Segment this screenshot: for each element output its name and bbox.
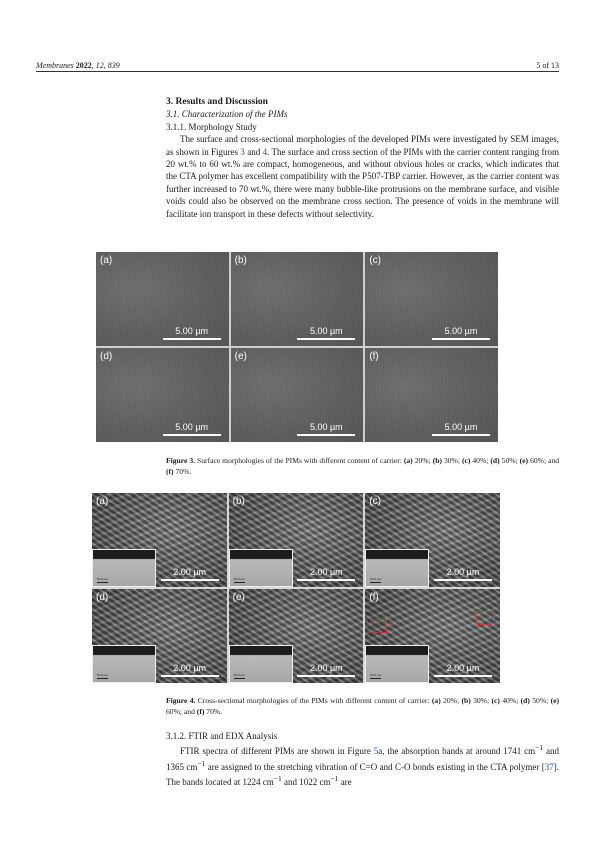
scale-bar-line xyxy=(161,579,219,581)
scale-bar xyxy=(163,326,221,340)
scale-bar xyxy=(297,422,355,436)
caption-panel-letter: (a) xyxy=(431,696,441,705)
scale-bar xyxy=(161,663,219,677)
caption-panel-value: 20%; xyxy=(440,696,462,705)
scale-bar xyxy=(432,326,490,340)
journal-volume: , 12, 839 xyxy=(91,61,120,70)
scale-bar-label: 2.00 µm xyxy=(309,567,343,577)
scale-bar-label: 2.00 µm xyxy=(309,663,343,673)
panel-label: (c) xyxy=(369,496,381,507)
caption-panel-value: 70%. xyxy=(173,467,192,476)
panel-label: (f) xyxy=(369,351,379,362)
void-marker xyxy=(371,619,387,633)
sem-panel xyxy=(92,589,227,683)
inset-image xyxy=(229,549,293,587)
caption-text: Cross-sectional morphologies of the PIMs with different content of carrier: xyxy=(195,696,432,705)
ftir-section xyxy=(166,730,559,789)
caption-panel-value: 50%; xyxy=(529,696,551,705)
sem-panel xyxy=(229,493,364,587)
journal-citation xyxy=(36,61,120,70)
scale-bar-line xyxy=(434,579,492,581)
scale-bar xyxy=(163,422,221,436)
figure-3-image xyxy=(96,252,498,442)
scale-bar-line xyxy=(432,434,490,436)
inset-image xyxy=(92,549,156,587)
sem-panel xyxy=(365,348,498,442)
caption-panel-letter: (d) xyxy=(490,456,500,465)
inset-image xyxy=(229,645,293,683)
scale-bar xyxy=(297,326,355,340)
panel-label: (d) xyxy=(96,592,109,603)
inset-scale-label: 50.0 µm xyxy=(233,673,245,677)
caption-text: Surface morphologies of the PIMs with different content of carrier: xyxy=(195,456,404,465)
sem-panel xyxy=(365,252,498,346)
inset-image xyxy=(365,645,429,683)
inset-image xyxy=(365,549,429,587)
sem-panel xyxy=(365,493,500,587)
scale-bar-label: 5.00 µm xyxy=(444,326,478,336)
sem-panel xyxy=(365,589,500,683)
header-rule xyxy=(36,71,559,72)
caption-panel-letter: (f) xyxy=(196,707,205,716)
scale-bar-line xyxy=(297,338,355,340)
scale-bar-line xyxy=(434,675,492,677)
scale-bar-label: 2.00 µm xyxy=(173,567,206,577)
sem-panel xyxy=(229,589,364,683)
caption-panel-letter: (d) xyxy=(520,696,530,705)
sem-panel xyxy=(231,252,364,346)
caption-panel-value: 40%; xyxy=(470,456,491,465)
panel-label: (e) xyxy=(232,592,245,603)
panel-label: (a) xyxy=(96,496,109,507)
caption-panel-letter: (e) xyxy=(550,696,560,705)
scale-bar-line xyxy=(297,434,355,436)
ftir-paragraph: FTIR spectra of different PIMs are shown in Figure 5a, the absorption bands at around 1741 $cm^{-1}$ and 1365 $cm^{-1}$ are assigned to the stretching vibration of C=O and C-O bonds existing in the CTA polymer [37]. The bands located at 1224 $cm^{-1}$ and 1022 $cm^{-1}$ are xyxy=(166,743,560,788)
inset-scale-label: 50.0 µm xyxy=(233,577,245,581)
caption-panel-letter: (b) xyxy=(461,696,471,705)
subsubsection-heading-ftir: 3.1.2. FTIR and EDX Analysis xyxy=(166,731,278,741)
panel-label: (c) xyxy=(369,255,381,266)
panel-label: (b) xyxy=(234,255,247,266)
scale-bar xyxy=(297,567,355,581)
inset-scale-label: 50.0 µm xyxy=(97,577,108,581)
inset-scale-label: 50.0 µm xyxy=(370,673,382,677)
figure-4-image xyxy=(92,493,500,683)
scale-bar-line xyxy=(161,675,219,677)
caption-panel-letter: (c) xyxy=(491,696,500,705)
scale-bar xyxy=(297,663,355,677)
panel-label: (b) xyxy=(232,496,245,507)
journal-year: 2022 xyxy=(75,61,92,70)
caption-panel-letter: (c) xyxy=(461,456,471,465)
figure-ref-link[interactable]: 4 xyxy=(262,146,268,157)
figure-ref-link[interactable]: 3 xyxy=(240,146,245,157)
caption-panel-letter: (a) xyxy=(403,456,413,465)
caption-label: Figure 4. xyxy=(166,696,196,705)
caption-panel-value: 60%; and xyxy=(528,456,560,465)
results-section xyxy=(166,96,559,220)
scale-bar-label: 5.00 µm xyxy=(175,326,208,336)
scale-bar-line xyxy=(163,338,221,340)
figure-4-caption xyxy=(166,695,559,717)
figure-3-caption xyxy=(166,455,559,477)
inset-scale-label: 50.0 µm xyxy=(370,577,382,581)
panel-label: (e) xyxy=(234,351,247,362)
section-heading: 3. Results and Discussion xyxy=(166,97,268,107)
figure-ref-link[interactable]: 5 xyxy=(373,746,379,757)
panel-label: (d) xyxy=(100,351,113,362)
scale-bar-label: 5.00 µm xyxy=(175,422,208,432)
caption-panel-letter: (e) xyxy=(519,456,529,465)
page-header xyxy=(36,56,559,70)
scale-bar-label: 2.00 µm xyxy=(173,663,206,673)
scale-bar-line xyxy=(432,338,490,340)
sem-panel xyxy=(92,493,227,587)
sem-panel xyxy=(96,252,229,346)
scale-bar-label: 5.00 µm xyxy=(309,422,343,432)
void-marker xyxy=(476,611,492,625)
morphology-paragraph: The surface and cross-sectional morphologies of the developed PIMs were investigated by SEM images, as shown in Figures 3 and 4. The surface and cross section of the PIMs with the carrier content ranging from 20 wt.% to 60 wt.% are compact, homogeneous, and without obvious holes or cracks, which indicates that the CTA polymer has excellent compatibility with the P507-TBP carrier. However, as the carrier content was further increased to 70 wt.%, there were many bubble-like protrusions on the membrane surface, and visible voids could also be observed on the membrane cross section. The presence of voids in the membrane will facilitate ion transport in these defects without selectivity. xyxy=(166,134,560,219)
caption-panel-value: 40%; xyxy=(499,696,521,705)
caption-panel-letter: (b) xyxy=(432,456,442,465)
scale-bar-label: 2.00 µm xyxy=(446,663,480,673)
scale-bar-label: 2.00 µm xyxy=(446,567,480,577)
caption-panel-value: 20%; xyxy=(412,456,433,465)
caption-panel-value: 30%; xyxy=(470,696,492,705)
caption-panel-value: 60%; and xyxy=(166,707,197,716)
scale-bar-line xyxy=(297,579,355,581)
journal-name: Membranes xyxy=(36,61,74,70)
caption-panel-value: 30%; xyxy=(441,456,462,465)
scale-bar xyxy=(432,422,490,436)
scale-bar-label: 5.00 µm xyxy=(309,326,343,336)
subsection-heading: 3.1. Characterization of the PIMs xyxy=(166,109,288,120)
sem-panel xyxy=(231,348,364,442)
panel-label: (a) xyxy=(100,255,113,266)
inset-scale-label: 50.0 µm xyxy=(97,673,108,677)
panel-label: (f) xyxy=(369,592,379,603)
sem-panel xyxy=(96,348,229,442)
subsubsection-heading: 3.1.1. Morphology Study xyxy=(166,121,257,132)
caption-label: Figure 3. xyxy=(166,456,196,465)
scale-bar xyxy=(434,567,492,581)
caption-panel-letter: (f) xyxy=(166,467,174,476)
caption-panel-value: 70%. xyxy=(204,707,223,716)
scale-bar-label: 5.00 µm xyxy=(444,422,478,432)
page-number: 5 of 13 xyxy=(536,61,559,70)
scale-bar xyxy=(434,663,492,677)
citation-link[interactable]: 37 xyxy=(544,761,554,772)
scale-bar xyxy=(161,567,219,581)
caption-panel-value: 50%; xyxy=(499,456,520,465)
scale-bar-line xyxy=(163,434,221,436)
scale-bar-line xyxy=(297,675,355,677)
inset-image xyxy=(92,645,156,683)
